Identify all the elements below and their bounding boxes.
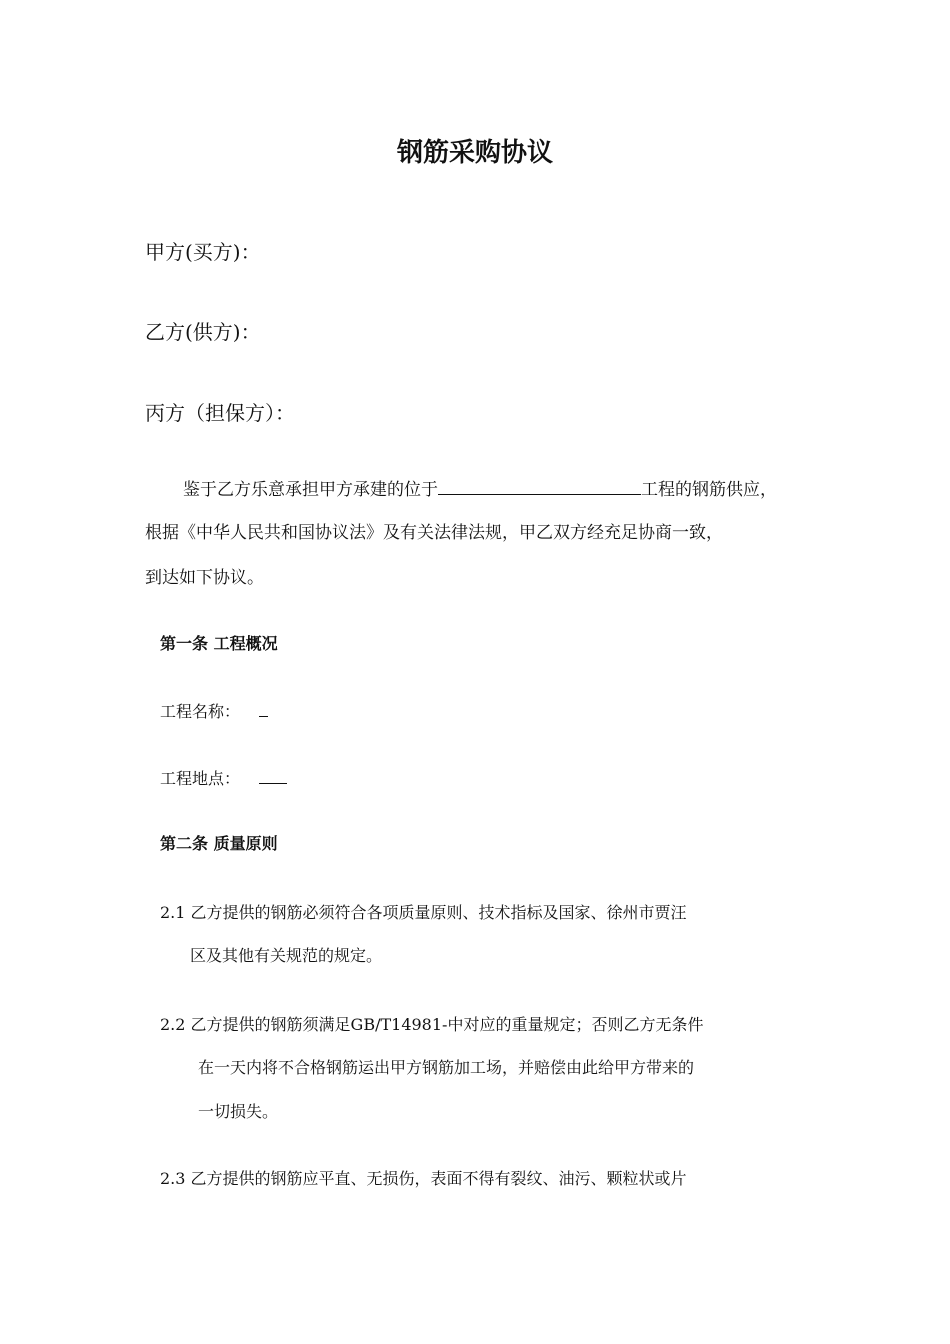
clause-2-2-line-3: 一切损失。 — [198, 1102, 279, 1121]
preamble-line-3: 到达如下协议。 — [145, 568, 264, 588]
party-guarantor-label: 丙方（担保方）： — [145, 401, 295, 425]
party-supplier-label: 乙方(供方)： — [145, 320, 261, 344]
project-location-field-blank — [259, 765, 287, 784]
clause-2-2-line-2: 在一天内将不合格钢筋运出甲方钢筋加工场，并赔偿由此给甲方带来的 — [198, 1058, 695, 1077]
clause-2-3-line-1: 2.3 乙方提供的钢筋应平直、无损伤，表面不得有裂纹、油污、颗粒状或片 — [160, 1169, 687, 1188]
preamble-text-after-blank: 工程的钢筋供应， — [641, 480, 777, 500]
project-name-label: 工程名称： — [160, 702, 241, 721]
clause-2-2-line-1: 2.2 乙方提供的钢筋须满足GB/T14981-中对应的重量规定；否则乙方无条件 — [160, 1015, 704, 1034]
clause-2-1-line-1: 2.1 乙方提供的钢筋必须符合各项质量原则、技术指标及国家、徐州市贾汪 — [160, 903, 687, 922]
preamble-text-before-blank: 鉴于乙方乐意承担甲方承建的位于 — [183, 480, 438, 500]
clause-2-1-line-2: 区及其他有关规范的规定。 — [190, 946, 383, 965]
article-2-heading: 第二条 质量原则 — [160, 834, 278, 853]
project-location-blank — [438, 476, 641, 495]
project-location-label: 工程地点： — [160, 769, 241, 788]
article-1-heading: 第一条 工程概况 — [160, 634, 278, 653]
project-location-field — [160, 765, 287, 789]
project-name-field — [160, 698, 268, 722]
project-name-blank — [259, 698, 268, 717]
preamble-line-2: 根据《中华人民共和国协议法》及有关法律法规，甲乙双方经充足协商一致， — [145, 523, 723, 543]
party-buyer-label: 甲方(买方)： — [145, 240, 261, 264]
preamble-line-1 — [183, 475, 777, 500]
document-title: 钢筋采购协议 — [396, 138, 553, 168]
